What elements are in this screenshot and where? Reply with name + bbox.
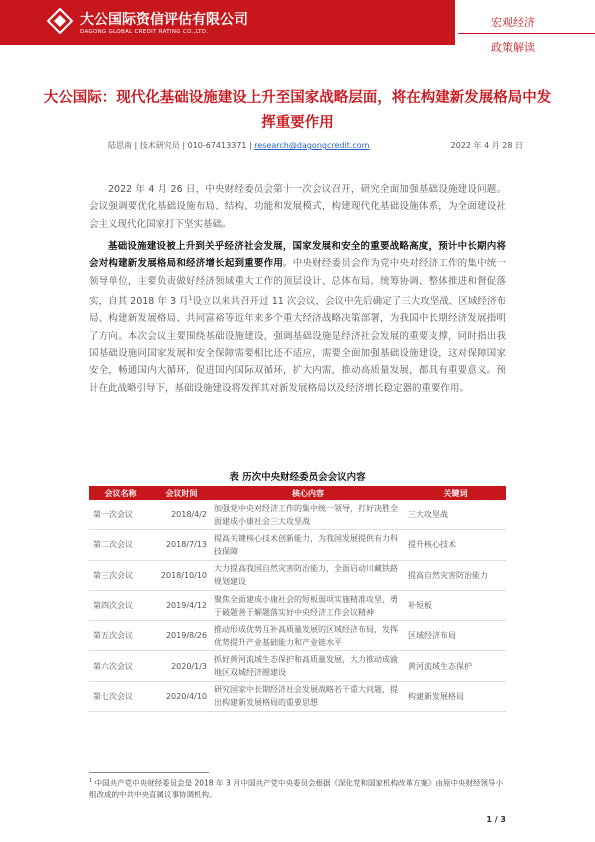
table-row xyxy=(89,621,506,651)
category-tag-macro: 宏观经济 xyxy=(491,16,535,29)
dagong-logo-icon xyxy=(47,8,73,34)
cell-core-content: 加强党中央对经济工作的集中统一领导，打好决胜全面建成小康社会三大攻坚战 xyxy=(211,500,405,530)
cell-core-content: 大力提高我国自然灾害防治能力，全面启动川藏铁路规划建设 xyxy=(211,560,405,590)
header-core-content: 核心内容 xyxy=(211,486,405,500)
footnote-text: 中国共产党中央财经委员会是 2018 年 3 月中国共产党中央委员会根据《深化党和国家机构改革方案》由原中央财经领导小组改成的中共中央直属议事协调机构。 xyxy=(89,778,503,799)
table-title: 表 历次中央财经委员会会议内容 xyxy=(229,472,366,483)
footnote-ref[interactable]: 1 xyxy=(188,294,193,302)
category-tag-policy: 政策解读 xyxy=(491,41,535,54)
header-meeting-name: 会议名称 xyxy=(89,486,152,500)
cell-meeting-name: 第六次会议 xyxy=(89,651,152,681)
logo-company-name-en: DAGONG GLOBAL CREDIT RATING CO.,LTD. xyxy=(80,29,209,35)
header-meeting-date: 会议时间 xyxy=(152,486,211,500)
footnote-marker: 1 xyxy=(89,778,93,784)
cell-meeting-name: 第七次会议 xyxy=(89,681,152,711)
cell-meeting-date: 2020/1/3 xyxy=(152,651,211,681)
table-row xyxy=(89,590,506,620)
cell-keywords: 补短板 xyxy=(405,590,506,620)
author-line: 陆思南 | 技术研究员 | 010-67413371 | research@dagongcredit.com 2022 年 4 月 28 日 xyxy=(108,141,523,150)
cell-meeting-name: 第一次会议 xyxy=(89,500,152,530)
table-row xyxy=(89,681,506,711)
cell-meeting-name: 第二次会议 xyxy=(89,530,152,560)
table-row xyxy=(89,530,506,560)
cell-meeting-date: 2018/4/2 xyxy=(152,500,211,530)
paragraph-bold-lead: 基础设施建设被上升到关乎经济社会发展，国家发展和安全的重要战略高度，预计中长期内将会对构建新发展格局和经济增长起到重要作用 xyxy=(89,241,506,270)
cell-meeting-date: 2019/4/12 xyxy=(152,590,211,620)
cell-keywords: 构建新发展格局 xyxy=(405,681,506,711)
table-row xyxy=(89,500,506,530)
cell-meeting-name: 第五次会议 xyxy=(89,621,152,651)
paragraph-analysis xyxy=(89,238,506,397)
logo-company-name: 大公国际资信评估有限公司 xyxy=(80,12,248,28)
cell-keywords: 提升核心技术 xyxy=(405,530,506,560)
page-number: 1 / 3 xyxy=(486,815,506,824)
page-header xyxy=(0,0,595,54)
header-keywords: 关键词 xyxy=(405,486,506,500)
logo-banner xyxy=(0,0,455,45)
cell-keywords: 区域经济布局 xyxy=(405,621,506,651)
cell-keywords: 三大攻坚战 xyxy=(405,500,506,530)
publish-date: 2022 年 4 月 28 日 xyxy=(450,141,523,150)
cell-core-content: 推动形成优势互补高质量发展的区域经济布局，发挥优势提升产业基础能力和产业链水平 xyxy=(211,621,405,651)
footnote-divider xyxy=(89,772,209,773)
author-phone: 010-67413371 xyxy=(187,141,247,150)
cell-core-content: 抓好黄河流域生态保护和高质量发展，大力推动成渝地区双城经济圈建设 xyxy=(211,651,405,681)
author-name: 陆思南 xyxy=(108,141,132,150)
cell-core-content: 聚焦全面建成小康社会的短板弱项实施精准攻坚，勇于破题善于解题落实好中央经济工作会议精神 xyxy=(211,590,405,620)
cell-meeting-date: 2018/10/10 xyxy=(152,560,211,590)
cell-keywords: 提高自然灾害防治能力 xyxy=(405,560,506,590)
page-title: 大公国际：现代化基础设施建设上升至国家战略层面，将在构建新发展格局中发挥重要作用 xyxy=(43,90,552,131)
cell-meeting-name: 第四次会议 xyxy=(89,590,152,620)
footnote xyxy=(89,776,509,800)
paragraph-intro: 2022 年 4 月 26 日，中央财经委员会第十一次会议召开，研究全面加强基础设施建设问题。会议强调要优化基础设施布局、结构、功能和发展模式，构建现代化基础设施体系，为全面建设社会主义现代化国家打下坚实基础。 xyxy=(89,184,506,230)
cell-core-content: 提高关键核心技术创新能力，为我国发展提供有力科技保障 xyxy=(211,530,405,560)
table-row xyxy=(89,651,506,681)
author-role: 技术研究员 xyxy=(139,141,180,150)
paragraph-text-a: 。中央财经委员会作为党中央对经济工作的集中统一领导单位，主要负责做好经济领域重大工作的顶层设计、总体布局、统筹协调、整体推进和督促落实，自其 2018 年 3 月 xyxy=(89,258,506,308)
cell-meeting-date: 2019/8/26 xyxy=(152,621,211,651)
header-divider xyxy=(458,33,595,34)
cell-core-content: 研究国家中长期经济社会发展战略若干重大问题，提出构建新发展格局的重要思想 xyxy=(211,681,405,711)
table-header-row xyxy=(89,486,506,500)
author-email-link[interactable]: research@dagongcredit.com xyxy=(254,141,370,150)
cell-meeting-date: 2020/4/10 xyxy=(152,681,211,711)
table-row xyxy=(89,560,506,590)
cell-meeting-date: 2018/7/13 xyxy=(152,530,211,560)
cell-meeting-name: 第三次会议 xyxy=(89,560,152,590)
cell-keywords: 黄河流域生态保护 xyxy=(405,651,506,681)
meetings-table xyxy=(89,486,506,712)
paragraph-text-b: 设立以来共召开过 11 次会议，会议中先后确定了三大攻坚战、区域经济布局、构建新发展格局、共同富裕等近年来多个重大经济战略决策部署，为我国中长期经济发展指明了方向。本次会议主要围绕基础设施建设，强调基础设施是经济社会发展的重要支撑，同时指出我国基础设施同国家发展和安全保障需要相比还不适应，需要全面加强基础设施建设，这对保障国家安全，畅通国内大循环，促进国内国际双循环，扩大内需，推动高质量发展，都具有重要意义。预计在此战略引导下，基础设施建设将发挥其对新发展格局以及经济增长稳定器的重要作用。 xyxy=(89,296,506,394)
